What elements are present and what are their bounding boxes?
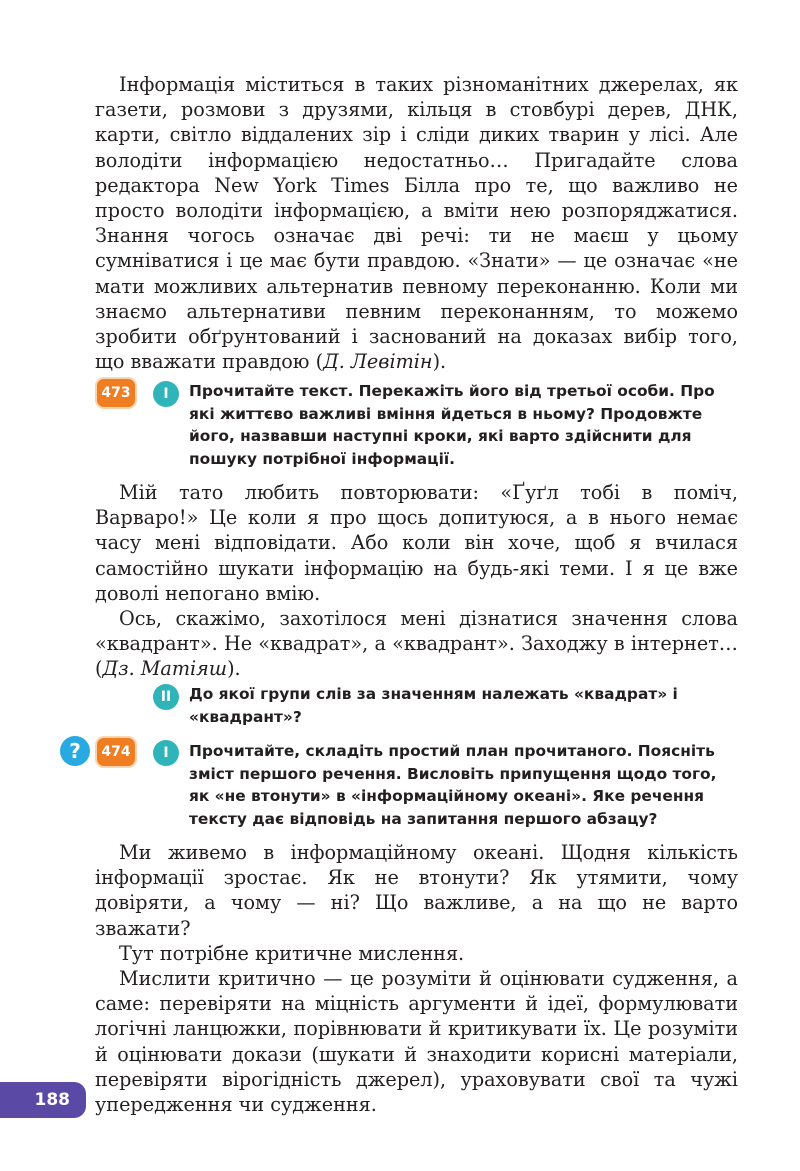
paragraph-3 — [95, 840, 738, 1117]
paragraph-3-part-2: Тут потрібне критичне мислення. — [119, 941, 465, 965]
paragraph-2-author: Дз. Матіяш — [102, 657, 228, 681]
task-473-level-2-badge: II — [153, 684, 179, 710]
task-474-number-badge: 474 — [97, 738, 135, 766]
task-474-level-badge: I — [153, 740, 179, 766]
task-473-number-badge: 473 — [97, 379, 135, 407]
paragraph-3-part-1: Ми живемо в інформаційному океані. Щодня кількість інформації зростає. Як не втонути? Як утямити, чому довіряти, а чому — ні? Що важливе, а на що не варто зважати? — [95, 841, 738, 940]
task-473-level-2-text: До якої групи слів за значенням належать «квадрат» і «квадрант»? — [189, 685, 678, 726]
paragraph-1 — [95, 72, 738, 374]
paragraph-2-part-1: Мій тато любить повторювати: «Ґуґл тобі в поміч, Варваро!» Це коли я про щось допитуюся, а в нього немає часу мені відповідати. Або коли він хоче, щоб я вчилася самостійно шукати інформацію на будь-які теми. І я це вже доволі непогано вмію. — [95, 481, 738, 605]
paragraph-1-author: Д. Левітін — [323, 350, 433, 374]
paragraph-2-close: ). — [227, 657, 241, 681]
paragraph-3-part-3: Мислити критично — це розуміти й оцінювати судження, а саме: перевіряти на міцність аргументи й ідеї, формулювати логічні ланцюжки, порівнювати й критикувати їх. Це розуміти й оцінювати докази (шукати й знаходити корисні матеріали, перевіряти вірогідність джерел), ураховувати свої та чужі упередження чи судження. — [95, 967, 738, 1117]
page-number: 188 — [0, 1082, 86, 1118]
paragraph-1-close: ). — [432, 350, 447, 374]
task-473-level-badge: I — [153, 381, 179, 407]
paragraph-2-part-2: Ось, скажімо, захотілося мені дізнатися значення слова «квадрант». Не «квадрат», а «квадрант». Заходжу в інтернет… ( — [95, 607, 738, 681]
question-icon: ? — [60, 736, 90, 766]
paragraph-1-text: Інформація міститься в таких різноманітних джерелах, як газети, розмови з друзями, кільця в стовбурі дерев, ДНК, карти, світло віддалених зір і сліди диких тварин у лісі. Але володіти інформацією недостатньо… Пригадайте слова редактора New York Times Білла про те, що важливо не просто володіти інформацією, а вміти нею розпоряджатися. Знання чогось означає дві речі: ти не маєш у цьому сумніватися і це має бути правдою. «Знати» — це означає «не мати можливих альтернатив певному переконанню. Коли ми знаємо альтернативи певним переконанням, то можемо зробити обґрунтований і заснований на доказах вибір того, що вважати правдою ( — [95, 73, 738, 374]
paragraph-2 — [95, 480, 738, 682]
task-474-text: Прочитайте, складіть простий план прочитаного. Поясніть зміст першого речення. Висловіть припущення щодо того, як «не втонути» в «інформаційному океані». Яке речення тексту дає відповідь на запитання першого абзацу? — [189, 742, 717, 828]
task-473-text: Прочитайте текст. Перекажіть його від третьої особи. Про які життєво важливі вміння йдеться в ньому? Продовжте його, назвавши наступні кроки, які варто здійснити для пошуку потрібної інформації. — [189, 382, 715, 468]
